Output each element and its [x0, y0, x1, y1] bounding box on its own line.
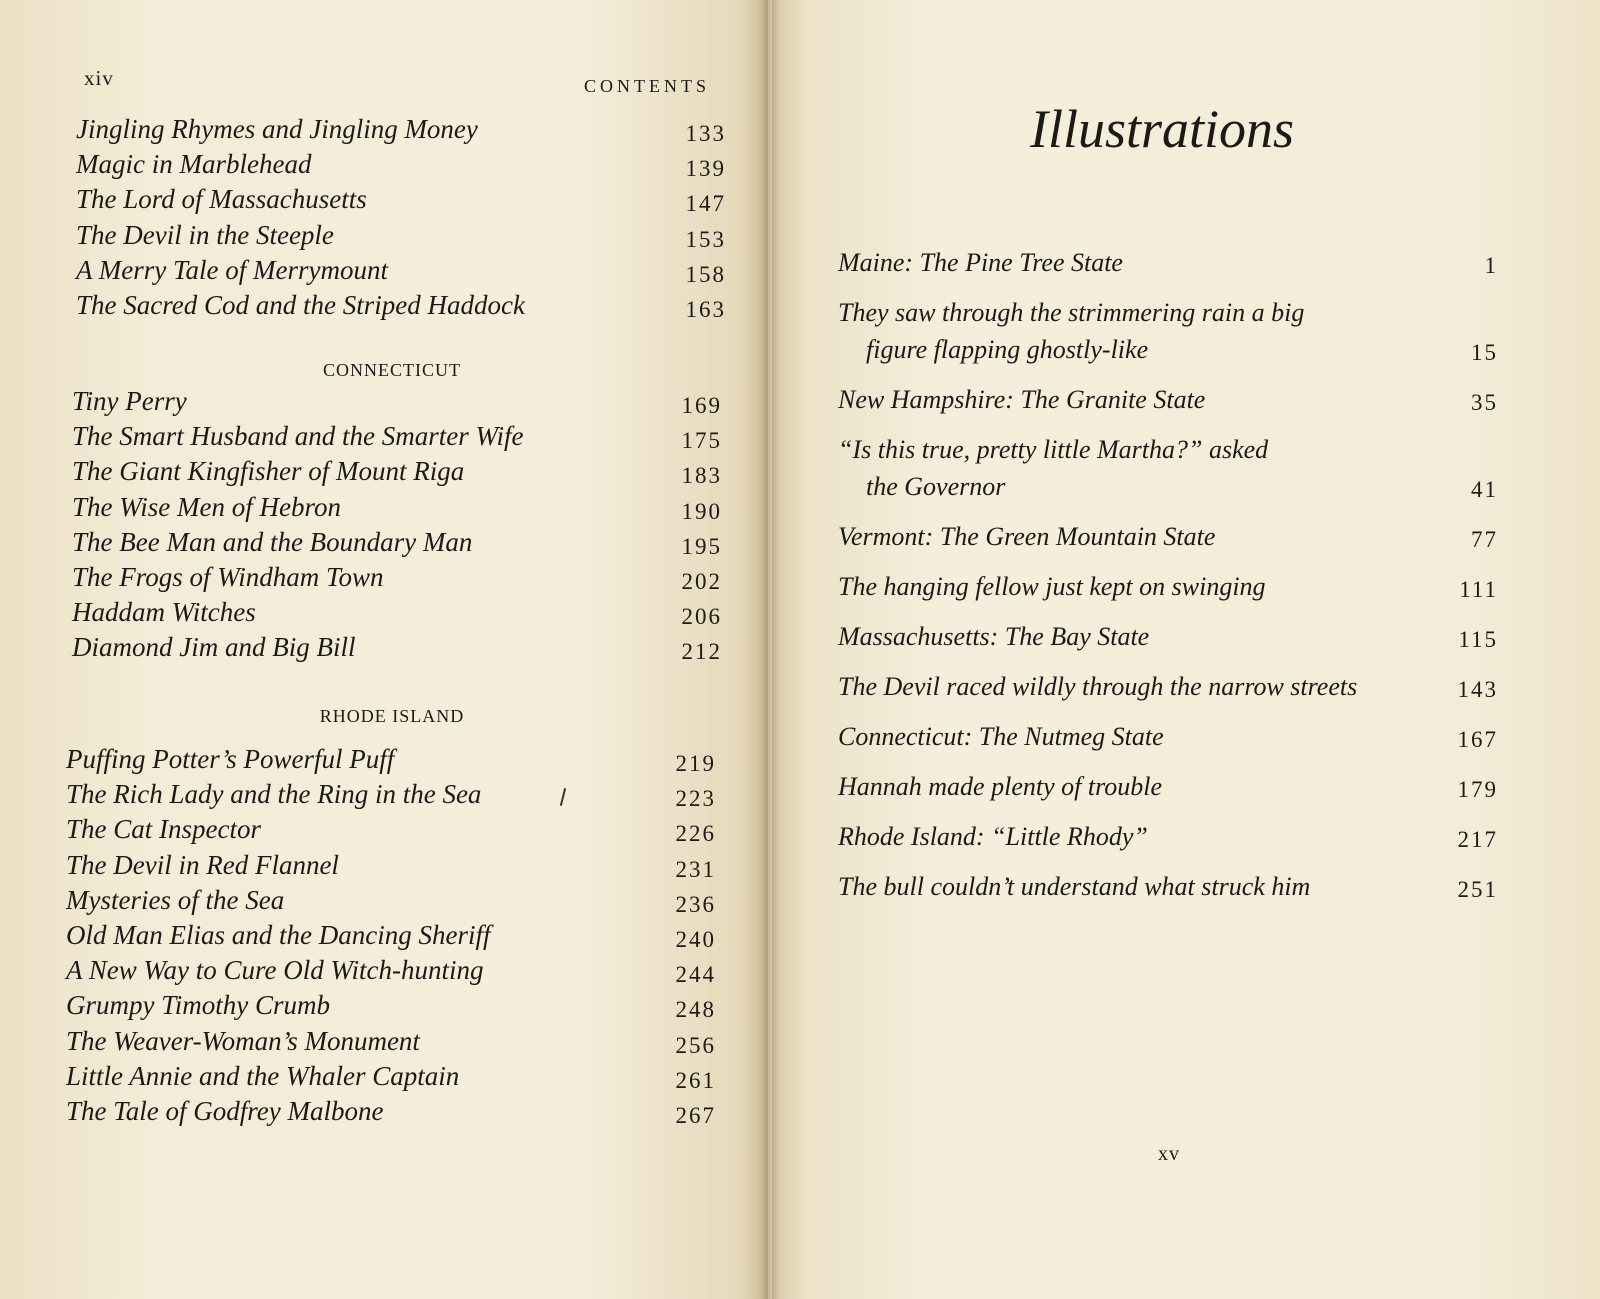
toc-entry-page: 195: [681, 533, 722, 559]
toc-entry-page: 240: [675, 926, 716, 952]
toc-entry-page: 244: [675, 962, 716, 988]
illustration-entry: [838, 718, 1498, 755]
illustration-page-number: 143: [1457, 677, 1498, 702]
toc-entry: [56, 814, 724, 849]
toc-entry-title: The Bee Man and the Boundary Man: [72, 526, 473, 557]
toc-entry: [62, 562, 730, 597]
illustration-entry: [838, 568, 1498, 605]
toc-entry-page: 175: [681, 428, 722, 454]
toc-entry-page: 256: [675, 1032, 716, 1058]
toc-entry-page: 163: [685, 296, 726, 322]
section-heading-rhode-island: RHODE ISLAND: [319, 706, 465, 726]
illustration-entry: [838, 518, 1498, 555]
toc-entry: [62, 632, 730, 667]
toc-entry-page: 219: [675, 751, 716, 776]
toc-entry-title: Diamond Jim and Big Bill: [72, 632, 356, 663]
illustration-page-number: 167: [1457, 727, 1498, 752]
toc-entry-page: 226: [675, 821, 716, 847]
toc-entry: [56, 744, 724, 779]
illustration-entry: [838, 431, 1498, 505]
illustration-caption-line: Maine: The Pine Tree State: [838, 248, 1123, 277]
toc-entry-title: A New Way to Cure Old Witch-hunting: [66, 955, 484, 986]
illustration-page-number: 35: [1471, 390, 1498, 415]
toc-entry: [66, 220, 734, 255]
illustration-caption-line: Vermont: The Green Mountain State: [838, 522, 1216, 551]
toc-entry-title: The Weaver-Woman’s Monument: [66, 1025, 420, 1056]
illustrations-list: [838, 244, 1498, 918]
illustration-page-number: 77: [1471, 527, 1498, 552]
toc-entry-page: 267: [675, 1102, 716, 1128]
toc-entry-title: Little Annie and the Whaler Captain: [66, 1060, 460, 1091]
toc-entry: [56, 850, 724, 885]
running-head: CONTENTS: [584, 76, 710, 96]
toc-entry-title: Old Man Elias and the Dancing Sheriff: [66, 919, 491, 950]
illustration-caption-line: The bull couldn’t understand what struck him: [838, 872, 1311, 901]
illustrations-heading: Illustrations: [1030, 99, 1295, 159]
toc-connecticut: [62, 386, 730, 668]
illustration-caption-line: figure flapping ghostly-like: [866, 335, 1149, 364]
illustration-entry: [838, 618, 1498, 655]
toc-entry-page: 202: [681, 568, 722, 594]
illustration-page-number: 41: [1471, 477, 1498, 502]
illustration-entry: [838, 818, 1498, 855]
toc-entry-title: The Frogs of Windham Town: [72, 561, 384, 592]
toc-entry: [62, 386, 730, 421]
toc-entry: [56, 920, 724, 955]
toc-entry-page: 236: [675, 891, 716, 917]
toc-entry-title: The Tale of Godfrey Malbone: [66, 1095, 384, 1126]
illustration-caption-line: Massachusetts: The Bay State: [838, 622, 1150, 651]
right-folio: xv: [1158, 1143, 1180, 1165]
toc-entry: [62, 597, 730, 632]
illustration-caption-line: Connecticut: The Nutmeg State: [838, 722, 1164, 751]
illustration-caption-line: “Is this true, pretty little Martha?” asked: [838, 435, 1269, 464]
toc-entry-page: 147: [685, 191, 726, 217]
illustration-caption-line: Hannah made plenty of trouble: [838, 772, 1162, 801]
toc-entry-page: 139: [685, 156, 726, 182]
toc-entry: [66, 184, 734, 219]
toc-entry: [62, 421, 730, 456]
toc-entry: [66, 114, 734, 149]
illustration-page-number: 179: [1457, 777, 1498, 802]
section-heading-connecticut: CONNECTICUT: [323, 360, 461, 380]
toc-entry-page: 169: [681, 393, 722, 418]
toc-entry: [62, 527, 730, 562]
illustration-caption-line: The hanging fellow just kept on swinging: [838, 572, 1266, 601]
toc-entry: [56, 955, 724, 990]
toc-entry: [62, 492, 730, 527]
toc-entry: [56, 779, 724, 814]
toc-entry: [56, 1061, 724, 1096]
toc-entry-page: 183: [681, 463, 722, 489]
illustration-caption-line: They saw through the strimmering rain a big: [838, 298, 1305, 327]
toc-entry-title: The Giant Kingfisher of Mount Riga: [72, 456, 465, 487]
toc-entry-title: A Merry Tale of Merrymount: [76, 254, 388, 285]
left-page: [0, 0, 768, 1299]
toc-entry-title: Puffing Potter’s Powerful Puff: [66, 744, 395, 774]
toc-entry-page: 261: [675, 1067, 716, 1093]
illustration-entry: [838, 768, 1498, 805]
toc-entry: [56, 1026, 724, 1061]
toc-entry-title: The Sacred Cod and the Striped Haddock: [76, 289, 525, 320]
illustration-page-number: 251: [1457, 877, 1498, 902]
toc-entry-page: 133: [685, 121, 726, 146]
illustration-entry: [838, 868, 1498, 905]
illustration-caption-line: Rhode Island: “Little Rhody”: [838, 822, 1148, 851]
toc-rhode-island: [56, 744, 724, 1131]
toc-entry-title: Magic in Marblehead: [76, 149, 312, 180]
toc-entry-title: The Lord of Massachusetts: [76, 184, 367, 215]
toc-entry-title: Haddam Witches: [72, 597, 256, 628]
toc-entry-title: The Rich Lady and the Ring in the Sea: [66, 779, 482, 810]
toc-entry-page: 190: [681, 498, 722, 524]
toc-entry-page: 153: [685, 226, 726, 252]
book-gutter: [758, 0, 780, 1299]
toc-entry: [66, 290, 734, 325]
toc-entry: [62, 456, 730, 491]
toc-entry-title: Tiny Perry: [72, 386, 187, 416]
left-folio: xiv: [84, 66, 114, 90]
toc-entry: [66, 255, 734, 290]
illustration-page-number: 111: [1459, 577, 1498, 602]
toc-entry: [66, 149, 734, 184]
toc-entry-page: 158: [685, 261, 726, 287]
illustration-page-number: 115: [1458, 627, 1498, 652]
toc-massachusetts-continued: [66, 114, 734, 325]
toc-entry-page: 212: [681, 639, 722, 665]
illustration-entry: [838, 244, 1498, 281]
illustration-page-number: 15: [1471, 340, 1498, 365]
illustration-entry: [838, 381, 1498, 418]
toc-entry: [56, 990, 724, 1025]
toc-entry-title: The Smart Husband and the Smarter Wife: [72, 421, 524, 452]
illustration-entry: [838, 294, 1498, 368]
illustration-entry: [838, 668, 1498, 705]
toc-entry: [56, 1096, 724, 1131]
toc-entry-title: The Devil in the Steeple: [76, 219, 334, 250]
toc-entry-page: 223: [675, 786, 716, 812]
toc-entry-title: Mysteries of the Sea: [66, 884, 285, 915]
toc-entry-title: The Cat Inspector: [66, 814, 261, 845]
toc-entry-page: 206: [681, 604, 722, 630]
toc-entry: [56, 885, 724, 920]
illustration-page-number: 1: [1484, 253, 1498, 278]
illustration-page-number: 217: [1457, 827, 1498, 852]
illustration-caption-line: the Governor: [866, 472, 1006, 501]
toc-entry-page: 248: [675, 997, 716, 1023]
illustration-caption-line: The Devil raced wildly through the narrow streets: [838, 672, 1358, 701]
illustration-caption-line: New Hampshire: The Granite State: [838, 385, 1206, 414]
toc-entry-title: Jingling Rhymes and Jingling Money: [76, 114, 478, 144]
toc-entry-title: The Devil in Red Flannel: [66, 849, 339, 880]
toc-entry-title: The Wise Men of Hebron: [72, 491, 341, 522]
toc-entry-page: 231: [675, 856, 716, 882]
toc-entry-title: Grumpy Timothy Crumb: [66, 990, 331, 1021]
